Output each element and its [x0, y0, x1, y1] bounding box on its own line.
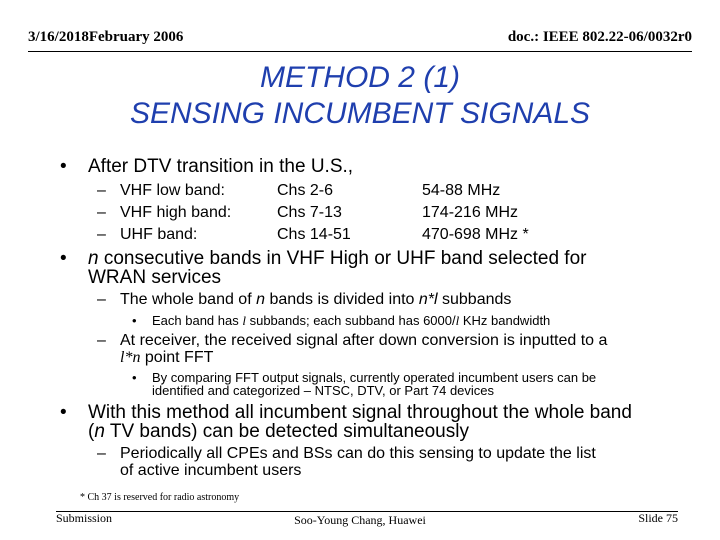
- bullet2-n: n: [88, 248, 99, 269]
- sub2-text: point FFT: [140, 349, 214, 366]
- bullet-marker: •: [60, 402, 67, 423]
- footer-slide-number: Slide 75: [638, 511, 678, 525]
- dash-marker: –: [97, 445, 106, 462]
- bullet-marker: •: [132, 370, 137, 385]
- bullet3-paren: (: [88, 421, 95, 442]
- bullet2-sub2-subsub-line2: identified and categorized – NTSC, DTV, or Part 74 devices: [152, 383, 495, 398]
- sub1-n: n: [256, 291, 265, 308]
- slide-title-line1: METHOD 2 (1): [259, 61, 460, 94]
- subsub-text-a: Each band has: [152, 313, 243, 328]
- bullet2-sub1-subsub: [152, 314, 550, 328]
- dash-marker: –: [97, 226, 106, 243]
- band-frequency: 54-88 MHz: [422, 182, 501, 199]
- sub2-ln: l*n: [120, 349, 141, 366]
- header-doc-id: doc.: IEEE 802.22-06/0032r0: [507, 29, 692, 45]
- bullet3-line1: With this method all incumbent signal throughout the whole band: [88, 402, 632, 423]
- sub1-text-b: bands is divided into: [265, 291, 419, 308]
- bullet3-line2: [88, 421, 469, 442]
- band-name: UHF band:: [120, 226, 198, 243]
- bullet2-sub2-line2: [120, 349, 213, 367]
- band-channels: Chs 14-51: [277, 226, 351, 243]
- bullet1-text: After DTV transition in the U.S.,: [88, 156, 354, 177]
- bullet3-text: TV bands) can be detected simultaneously: [104, 421, 469, 442]
- bullet3-n: n: [94, 421, 105, 442]
- sub1-nl: n*l: [418, 291, 438, 308]
- footer-rule: [56, 511, 678, 512]
- sub1-text-c: subbands: [437, 291, 512, 308]
- header-rule: [28, 51, 692, 52]
- bullet2-sub2-line1: At receiver, the received signal after down conversion is inputted to a: [120, 332, 608, 349]
- footer-author: Soo-Young Chang, Huawei: [294, 513, 426, 527]
- band-channels: Chs 2-6: [277, 182, 334, 199]
- bullet2-line2: WRAN services: [88, 267, 222, 288]
- subsub-text-c: KHz bandwidth: [459, 313, 551, 328]
- band-name: VHF low band:: [120, 182, 225, 199]
- subsub-l2: l: [455, 313, 460, 328]
- subsub-text-b: subbands; each subband has 6000/: [245, 313, 456, 328]
- bullet3-sub1-line2: of active incumbent users: [120, 462, 302, 479]
- slide-title-line2: SENSING INCUMBENT SIGNALS: [129, 97, 591, 130]
- footnote: * Ch 37 is reserved for radio astronomy: [80, 492, 240, 503]
- dash-marker: –: [97, 182, 106, 199]
- bullet-marker: •: [60, 156, 67, 177]
- subsub-l: l: [242, 313, 246, 328]
- header-date: 3/16/2018February 2006: [28, 29, 184, 45]
- bullet2-sub2-subsub-line1: By comparing FFT output signals, currently operated incumbent users can be: [152, 370, 597, 385]
- dash-marker: –: [97, 332, 106, 349]
- dash-marker: –: [97, 204, 106, 221]
- band-frequency: 470-698 MHz *: [422, 226, 529, 243]
- footer-submission: Submission: [56, 511, 113, 525]
- band-frequency: 174-216 MHz: [422, 204, 519, 221]
- bullet-marker: •: [60, 248, 67, 269]
- bullet2-sub1: [120, 291, 511, 309]
- band-channels: Chs 7-13: [277, 204, 342, 221]
- sub1-text-a: The whole band of: [120, 291, 257, 308]
- bullet3-sub1-line1: Periodically all CPEs and BSs can do this sensing to update the list: [120, 445, 596, 462]
- bullet-marker: •: [132, 313, 137, 328]
- dash-marker: –: [97, 291, 106, 308]
- bullet2-line1: [88, 248, 586, 269]
- band-name: VHF high band:: [120, 204, 232, 221]
- bullet2-text-a: consecutive bands in VHF High or UHF band selected for: [98, 248, 587, 269]
